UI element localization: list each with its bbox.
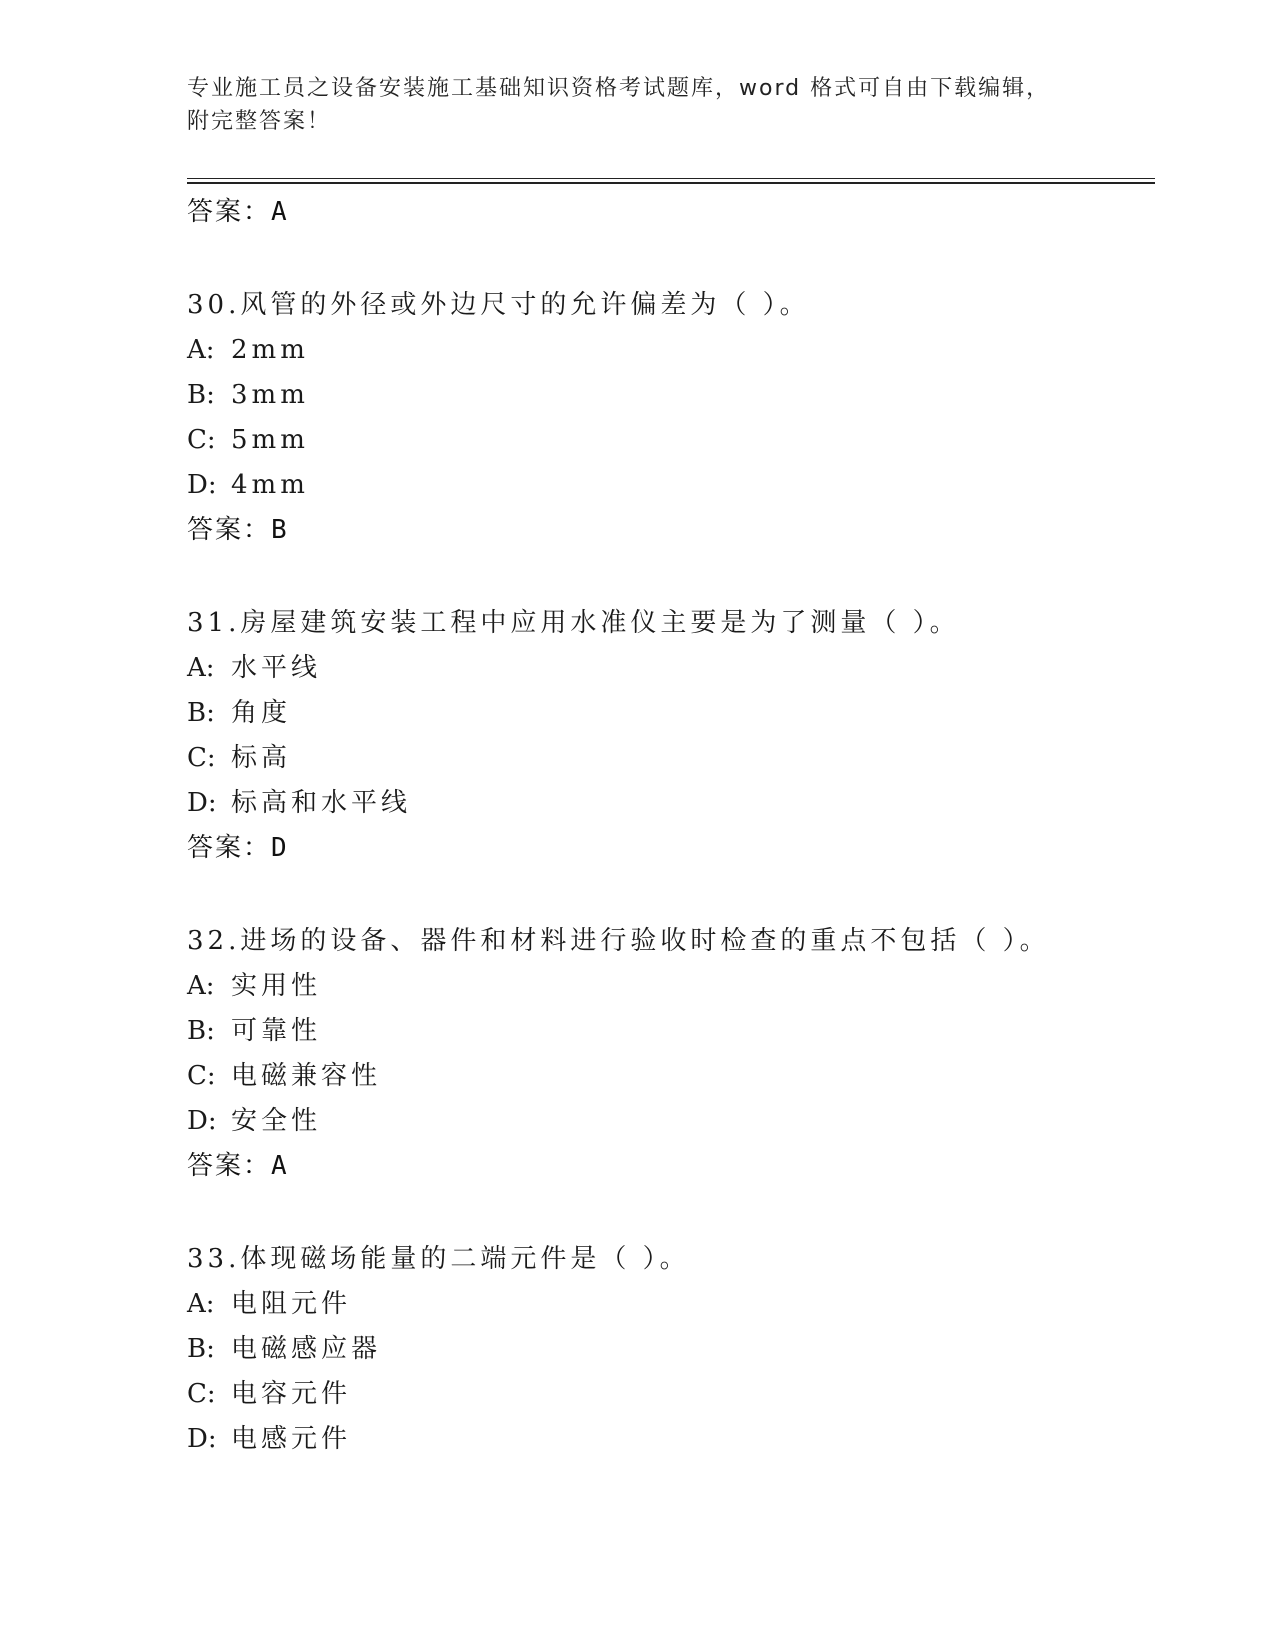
option-a xyxy=(187,646,1147,691)
option-text: 2mm xyxy=(231,335,309,365)
spacer xyxy=(187,871,1147,918)
document-header xyxy=(187,72,1087,138)
option-key: C: xyxy=(187,1061,216,1091)
option-key: A: xyxy=(187,335,215,365)
option-text: 水平线 xyxy=(231,653,322,683)
option-text: 角度 xyxy=(231,698,292,728)
option-c xyxy=(187,1372,1147,1417)
question-stem: 31.房屋建筑安装工程中应用水准仪主要是为了测量（ ）。 xyxy=(187,608,960,638)
option-text: 标高和水平线 xyxy=(231,788,412,818)
answer-value: A xyxy=(271,197,288,227)
answer-label: 答案： xyxy=(187,833,272,863)
option-key: D: xyxy=(187,1424,217,1454)
header-line-2: 附完整答案！ xyxy=(187,109,332,134)
option-c xyxy=(187,736,1147,781)
header-divider-thin xyxy=(187,178,1155,179)
option-d xyxy=(187,1099,1147,1144)
option-d xyxy=(187,463,1147,508)
answer-line xyxy=(187,1144,1147,1189)
header-divider-thick xyxy=(187,182,1155,184)
option-text: 5mm xyxy=(231,425,309,455)
option-text: 安全性 xyxy=(231,1106,322,1136)
question-stem: 30.风管的外径或外边尺寸的允许偏差为（ ）。 xyxy=(187,290,810,320)
option-key: C: xyxy=(187,425,216,455)
option-key: D: xyxy=(187,1106,217,1136)
option-text: 3mm xyxy=(231,380,309,410)
option-text: 电容元件 xyxy=(231,1379,352,1409)
answer-line xyxy=(187,508,1147,553)
option-c xyxy=(187,1054,1147,1099)
question-list xyxy=(187,190,1147,1462)
question-stem: 32.进场的设备、器件和材料进行验收时检查的重点不包括（ ）。 xyxy=(187,926,1050,956)
previous-answer xyxy=(187,190,1147,235)
spacer xyxy=(187,1189,1147,1236)
option-b xyxy=(187,1009,1147,1054)
option-key: B: xyxy=(187,1016,215,1046)
option-key: D: xyxy=(187,470,217,500)
option-text: 实用性 xyxy=(231,971,322,1001)
option-text: 电磁感应器 xyxy=(231,1334,382,1364)
question-block-32 xyxy=(187,918,1147,1189)
answer-label: 答案： xyxy=(187,515,272,545)
option-key: C: xyxy=(187,743,216,773)
spacer xyxy=(187,553,1147,600)
option-d xyxy=(187,1417,1147,1462)
question-block-31 xyxy=(187,600,1147,871)
question-block-30 xyxy=(187,282,1147,553)
option-key: D: xyxy=(187,788,217,818)
option-b xyxy=(187,373,1147,418)
option-text: 可靠性 xyxy=(231,1016,322,1046)
option-a xyxy=(187,328,1147,373)
option-a xyxy=(187,964,1147,1009)
option-text: 电感元件 xyxy=(231,1424,352,1454)
spacer xyxy=(187,235,1147,282)
answer-label: 答案： xyxy=(187,197,272,227)
answer-value: A xyxy=(271,1151,288,1181)
option-key: B: xyxy=(187,380,215,410)
question-stem: 33.体现磁场能量的二端元件是（ ）。 xyxy=(187,1244,690,1274)
option-key: B: xyxy=(187,1334,215,1364)
option-c xyxy=(187,418,1147,463)
option-key: B: xyxy=(187,698,215,728)
question-block-33 xyxy=(187,1236,1147,1462)
option-b xyxy=(187,1327,1147,1372)
header-line-1: 专业施工员之设备安装施工基础知识资格考试题库，word 格式可自由下载编辑， xyxy=(187,76,1051,101)
option-text: 4mm xyxy=(231,470,309,500)
option-key: A: xyxy=(187,1289,215,1319)
option-d xyxy=(187,781,1147,826)
option-text: 标高 xyxy=(231,743,292,773)
answer-value: B xyxy=(271,515,288,545)
option-b xyxy=(187,691,1147,736)
option-key: A: xyxy=(187,653,215,683)
answer-value: D xyxy=(271,833,288,863)
answer-line xyxy=(187,826,1147,871)
option-key: C: xyxy=(187,1379,216,1409)
answer-label: 答案： xyxy=(187,1151,272,1181)
option-text: 电阻元件 xyxy=(231,1289,352,1319)
option-a xyxy=(187,1282,1147,1327)
option-text: 电磁兼容性 xyxy=(231,1061,382,1091)
option-key: A: xyxy=(187,971,215,1001)
